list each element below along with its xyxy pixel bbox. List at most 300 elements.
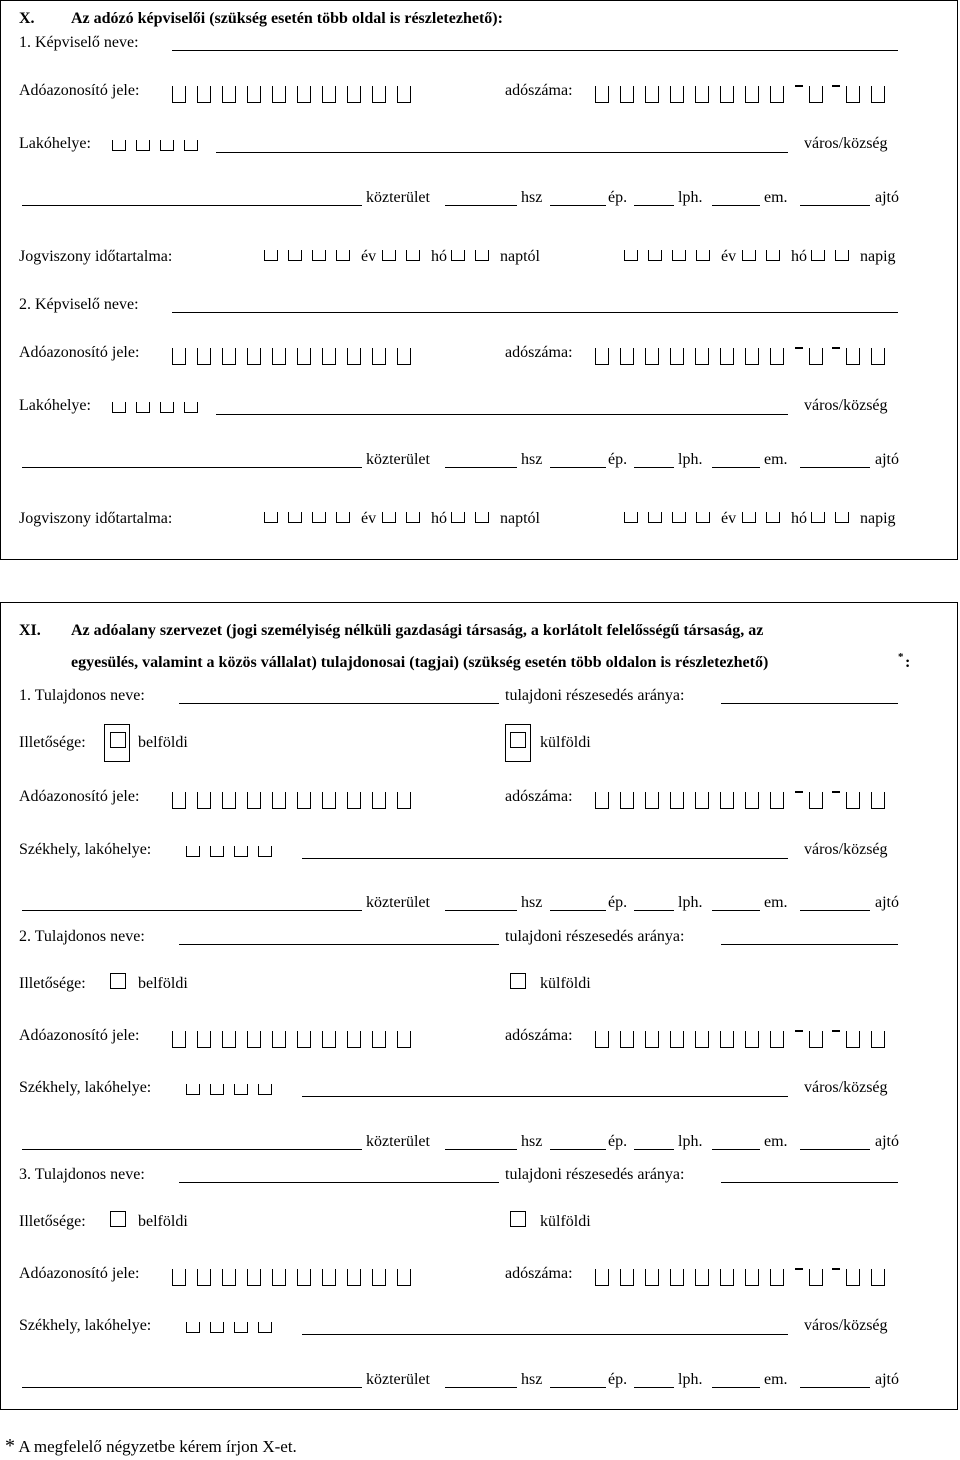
owner-3-tax-id-cell[interactable] [397,1269,411,1286]
owner-3-lph-line[interactable] [712,1387,760,1388]
owner-1-tax-number-cell[interactable] [595,792,609,809]
rep-1-tax-id-cell[interactable] [297,86,311,103]
rep-2-to-month-cell[interactable] [742,512,756,523]
rep-2-from-day-cell[interactable] [475,512,489,523]
rep-1-to-label: napig [860,248,896,265]
rep-2-tax-id-cell[interactable] [222,348,236,365]
owner-3-tax-number-cell[interactable] [645,1269,659,1286]
owner-2-share-line[interactable] [721,944,898,945]
owner-3-city-line[interactable] [302,1334,788,1335]
owner-3-tax-number-cell[interactable] [846,1269,860,1286]
owner-2-foreign-checkbox[interactable] [510,973,526,989]
rep-2-tax-number-cell[interactable] [620,348,634,365]
rep-2-tax-id-cell[interactable] [372,348,386,365]
owner-3-tax-id-cell[interactable] [197,1269,211,1286]
section-xi-title-line2: egyesülés, valamint a közös vállalat) tulajdonosai (tagjai) (szükség esetén több oldalon is részletezhető) [71,654,769,671]
rep-2-from-year-cell[interactable] [312,512,326,523]
owner-2-street-name-line[interactable] [22,1149,362,1150]
rep-1-to-year-label: év [721,248,737,265]
rep-2-tax-number-cell[interactable] [720,348,734,365]
rep-1-to-month-cell[interactable] [742,250,756,261]
rep-1-tax-number-cell[interactable] [645,86,659,103]
rep-2-tax-number-cell[interactable] [846,348,860,365]
owner-2-tax-id-cell[interactable] [297,1031,311,1048]
rep-1-tax-id-cell[interactable] [172,86,186,103]
rep-1-em-line[interactable] [800,205,870,206]
rep-1-lph-label: lph. [678,189,703,206]
owner-3-hsz-label: hsz [521,1371,543,1388]
rep-1-tax-id-cell[interactable] [397,86,411,103]
owner-2-tax-id-cell[interactable] [397,1031,411,1048]
rep-1-street-label: közterület [366,189,430,206]
owner-2-tax-number-cell[interactable] [871,1031,885,1048]
owner-3-street-number-line[interactable] [445,1387,517,1388]
owner-3-tax-number-cell[interactable] [720,1269,734,1286]
rep-1-tax-number-label: adószáma: [505,82,573,99]
rep-2-name-line[interactable] [172,312,898,313]
owner-1-tax-id-cell[interactable] [347,792,361,809]
rep-1-tax-number-cell[interactable] [846,86,860,103]
rep-2-tax-id-cell[interactable] [322,348,336,365]
rep-2-from-year-cell[interactable] [288,512,302,523]
owner-2-domestic-checkbox[interactable] [110,973,126,989]
rep-2-tax-id-cell[interactable] [197,348,211,365]
owner-2-em-line[interactable] [800,1149,870,1150]
owner-3-foreign-label: külföldi [540,1213,591,1230]
owner-2-hsz-line[interactable] [550,1149,606,1150]
owner-1-name-line[interactable] [179,703,499,704]
owner-3-tax-number-dash [832,1268,840,1270]
rep-2-postcode-cell[interactable] [160,402,174,413]
rep-2-from-month-cell[interactable] [382,512,396,523]
rep-1-from-month-cell[interactable] [406,250,420,261]
footnote-star: * [5,1435,15,1457]
owner-2-tax-id-cell[interactable] [347,1031,361,1048]
rep-1-to-year-cell[interactable] [648,250,662,261]
owner-2-ajto-label: ajtó [875,1133,899,1150]
rep-2-hsz-line[interactable] [550,467,606,468]
rep-2-to-year-cell[interactable] [696,512,710,523]
owner-2-city-label: város/község [804,1079,888,1096]
rep-2-from-label: naptól [500,510,540,527]
owner-1-foreign-label: külföldi [540,734,591,751]
rep-2-tax-id-cell[interactable] [297,348,311,365]
rep-1-tax-number-dash [795,85,803,87]
owner-1-domestic-label: belföldi [138,734,188,751]
rep-2-tax-number-cell[interactable] [595,348,609,365]
rep-1-hsz-label: hsz [521,189,543,206]
rep-2-tax-number-cell[interactable] [770,348,784,365]
rep-1-postcode-cell[interactable] [184,140,198,151]
owner-1-lph-label: lph. [678,894,703,911]
rep-1-from-year-label: év [361,248,377,265]
rep-2-street-name-line[interactable] [22,467,362,468]
section-xi-title-line1: Az adóalany szervezet (jogi személyiség nélküli gazdasági társaság, a korlátolt felelősségű társaság, az [71,622,764,639]
rep-1-tax-number-cell[interactable] [695,86,709,103]
owner-3-postcode-cell[interactable] [258,1322,272,1333]
rep-1-postcode-cell[interactable] [112,140,126,151]
owner-3-ep-label: ép. [608,1371,628,1388]
owner-2-tax-id-cell[interactable] [172,1031,186,1048]
owner-3-tax-id-cell[interactable] [172,1269,186,1286]
rep-1-to-day-cell[interactable] [811,250,825,261]
footnote-text: A megfelelő négyzetbe kérem írjon X-et. [18,1437,297,1456]
rep-2-tax-number-dash [832,347,840,349]
rep-1-tax-number-dash [832,85,840,87]
rep-2-tax-number-dash [795,347,803,349]
rep-1-tax-id-cell[interactable] [272,86,286,103]
rep-1-city-line[interactable] [216,152,788,153]
owner-1-city-line[interactable] [302,858,788,859]
owner-1-postcode-cell[interactable] [258,846,272,857]
rep-1-street-number-line[interactable] [445,205,517,206]
owner-2-domestic-label: belföldi [138,975,188,992]
rep-2-tax-id-cell[interactable] [397,348,411,365]
owner-1-domestic-checkbox[interactable] [110,732,126,748]
owner-3-tax-id-cell[interactable] [272,1269,286,1286]
owner-3-tax-number-cell[interactable] [770,1269,784,1286]
owner-2-tax-number-cell[interactable] [770,1031,784,1048]
rep-2-to-year-cell[interactable] [672,512,686,523]
owner-3-tax-id-label: Adóazonosító jele: [19,1265,140,1282]
owner-2-tax-id-cell[interactable] [272,1031,286,1048]
owner-3-lph-label: lph. [678,1371,703,1388]
owner-1-city-label: város/község [804,841,888,858]
owner-2-city-line[interactable] [302,1096,788,1097]
section-xi-frame [0,602,958,1410]
section-xi-title-colon: : [905,654,911,671]
owner-2-em-label: em. [764,1133,788,1150]
rep-1-postcode-cell[interactable] [160,140,174,151]
rep-1-tax-number-cell[interactable] [871,86,885,103]
rep-2-to-month-cell[interactable] [766,512,780,523]
rep-1-duration-label: Jogviszony időtartalma: [19,248,173,265]
rep-2-city-label: város/község [804,397,888,414]
rep-2-ep-line[interactable] [634,467,674,468]
owner-3-tax-id-cell[interactable] [347,1269,361,1286]
rep-1-to-month-label: hó [791,248,807,265]
owner-1-ajto-label: ajtó [875,894,899,911]
owner-3-tax-number-cell[interactable] [695,1269,709,1286]
section-x-frame [0,0,958,560]
rep-2-em-label: em. [764,451,788,468]
rep-1-from-year-cell[interactable] [312,250,326,261]
owner-3-postcode-cell[interactable] [186,1322,200,1333]
owner-2-name-label: 2. Tulajdonos neve: [19,928,145,945]
section-xi-number: XI. [19,622,41,639]
owner-2-postcode-cell[interactable] [234,1084,248,1095]
rep-1-tax-number-cell[interactable] [595,86,609,103]
owner-1-ep-line[interactable] [634,910,674,911]
owner-1-tax-number-cell[interactable] [620,792,634,809]
owner-1-tax-id-cell[interactable] [322,792,336,809]
owner-3-tax-number-cell[interactable] [620,1269,634,1286]
owner-3-tax-id-cell[interactable] [297,1269,311,1286]
owner-3-share-line[interactable] [721,1182,898,1183]
owner-3-tax-number-cell[interactable] [745,1269,759,1286]
owner-3-postcode-cell[interactable] [210,1322,224,1333]
owner-3-name-line[interactable] [179,1182,499,1183]
rep-1-tax-number-cell[interactable] [670,86,684,103]
owner-2-hsz-label: hsz [521,1133,543,1150]
owner-2-name-line[interactable] [179,944,499,945]
rep-2-tax-number-cell[interactable] [745,348,759,365]
rep-2-to-year-label: év [721,510,737,527]
section-x-number: X. [19,10,35,27]
rep-1-tax-id-cell[interactable] [222,86,236,103]
rep-2-tax-number-cell[interactable] [871,348,885,365]
owner-2-tax-id-cell[interactable] [322,1031,336,1048]
owner-1-tax-number-cell[interactable] [720,792,734,809]
owner-1-tax-number-cell[interactable] [809,792,823,809]
owner-3-residency-label: Illetősége: [19,1213,86,1230]
owner-2-lph-line[interactable] [712,1149,760,1150]
rep-1-residence-label: Lakóhelye: [19,135,91,152]
rep-2-to-label: napig [860,510,896,527]
owner-1-tax-number-cell[interactable] [871,792,885,809]
rep-1-tax-id-cell[interactable] [347,86,361,103]
owner-2-ep-label: ép. [608,1133,628,1150]
rep-1-city-label: város/község [804,135,888,152]
owner-1-tax-id-cell[interactable] [272,792,286,809]
owner-3-street-name-line[interactable] [22,1387,362,1388]
rep-2-to-month-label: hó [791,510,807,527]
owner-2-tax-number-cell[interactable] [809,1031,823,1048]
owner-1-postcode-cell[interactable] [234,846,248,857]
owner-1-tax-number-cell[interactable] [745,792,759,809]
owner-3-ajto-label: ajtó [875,1371,899,1388]
owner-2-tax-id-cell[interactable] [197,1031,211,1048]
owner-2-street-number-line[interactable] [445,1149,517,1150]
owner-1-tax-number-cell[interactable] [645,792,659,809]
owner-1-tax-id-cell[interactable] [297,792,311,809]
rep-1-to-year-cell[interactable] [624,250,638,261]
owner-1-street-number-line[interactable] [445,910,517,911]
rep-2-tax-id-label: Adóazonosító jele: [19,344,140,361]
rep-2-to-year-cell[interactable] [624,512,638,523]
owner-2-seat-label: Székhely, lakóhelye: [19,1079,152,1096]
owner-1-seat-label: Székhely, lakóhelye: [19,841,152,858]
owner-2-tax-number-cell[interactable] [846,1031,860,1048]
rep-1-tax-number-cell[interactable] [620,86,634,103]
rep-2-tax-number-cell[interactable] [670,348,684,365]
owner-1-em-label: em. [764,894,788,911]
rep-2-residence-label: Lakóhelye: [19,397,91,414]
owner-3-tax-id-cell[interactable] [372,1269,386,1286]
owner-1-tax-number-cell[interactable] [670,792,684,809]
owner-1-postcode-cell[interactable] [186,846,200,857]
owner-3-city-label: város/község [804,1317,888,1334]
owner-3-name-label: 3. Tulajdonos neve: [19,1166,145,1183]
owner-2-tax-number-cell[interactable] [720,1031,734,1048]
owner-3-em-label: em. [764,1371,788,1388]
rep-2-from-day-cell[interactable] [451,512,465,523]
owner-3-seat-label: Székhely, lakóhelye: [19,1317,152,1334]
rep-1-ep-label: ép. [608,189,628,206]
owner-3-street-label: közterület [366,1371,430,1388]
owner-2-tax-id-label: Adóazonosító jele: [19,1027,140,1044]
owner-3-postcode-cell[interactable] [234,1322,248,1333]
owner-2-postcode-cell[interactable] [258,1084,272,1095]
rep-2-name-label: 2. Képviselő neve: [19,296,139,313]
owner-3-em-line[interactable] [800,1387,870,1388]
owner-1-hsz-line[interactable] [550,910,606,911]
rep-2-postcode-cell[interactable] [184,402,198,413]
owner-1-hsz-label: hsz [521,894,543,911]
owner-2-postcode-cell[interactable] [186,1084,200,1095]
rep-2-to-year-cell[interactable] [648,512,662,523]
owner-1-em-line[interactable] [800,910,870,911]
rep-2-city-line[interactable] [216,414,788,415]
owner-1-tax-id-label: Adóazonosító jele: [19,788,140,805]
rep-2-duration-label: Jogviszony időtartalma: [19,510,173,527]
rep-2-postcode-cell[interactable] [136,402,150,413]
rep-2-street-label: közterület [366,451,430,468]
owner-3-tax-number-cell[interactable] [809,1269,823,1286]
rep-1-tax-id-cell[interactable] [322,86,336,103]
owner-3-tax-number-cell[interactable] [670,1269,684,1286]
rep-2-tax-number-label: adószáma: [505,344,573,361]
rep-2-lph-label: lph. [678,451,703,468]
rep-1-lph-line[interactable] [712,205,760,206]
rep-1-ep-line[interactable] [634,205,674,206]
owner-1-street-name-line[interactable] [22,910,362,911]
rep-2-to-day-cell[interactable] [835,512,849,523]
owner-2-tax-number-cell[interactable] [695,1031,709,1048]
owner-2-tax-id-cell[interactable] [247,1031,261,1048]
owner-1-ep-label: ép. [608,894,628,911]
rep-1-from-year-cell[interactable] [336,250,350,261]
rep-1-from-day-cell[interactable] [451,250,465,261]
owner-3-share-label: tulajdoni részesedés aránya: [505,1166,685,1183]
rep-1-postcode-cell[interactable] [136,140,150,151]
rep-1-tax-number-cell[interactable] [809,86,823,103]
rep-2-tax-number-cell[interactable] [695,348,709,365]
owner-2-tax-id-cell[interactable] [222,1031,236,1048]
owner-3-tax-id-cell[interactable] [322,1269,336,1286]
owner-2-tax-number-cell[interactable] [745,1031,759,1048]
rep-1-to-month-cell[interactable] [766,250,780,261]
owner-1-tax-number-cell[interactable] [846,792,860,809]
owner-1-name-label: 1. Tulajdonos neve: [19,687,145,704]
owner-1-residency-label: Illetősége: [19,734,86,751]
owner-1-tax-number-dash [795,791,803,793]
rep-1-to-day-cell[interactable] [835,250,849,261]
rep-1-hsz-line[interactable] [550,205,606,206]
owner-1-postcode-cell[interactable] [210,846,224,857]
rep-2-ep-label: ép. [608,451,628,468]
rep-1-tax-number-cell[interactable] [720,86,734,103]
owner-1-tax-id-cell[interactable] [172,792,186,809]
owner-1-tax-id-cell[interactable] [247,792,261,809]
owner-1-tax-number-cell[interactable] [770,792,784,809]
owner-3-tax-number-cell[interactable] [595,1269,609,1286]
rep-2-street-number-line[interactable] [445,467,517,468]
rep-2-tax-number-cell[interactable] [645,348,659,365]
owner-1-lph-line[interactable] [712,910,760,911]
owner-2-tax-number-cell[interactable] [595,1031,609,1048]
rep-2-tax-id-cell[interactable] [347,348,361,365]
owner-2-residency-label: Illetősége: [19,975,86,992]
owner-1-tax-id-cell[interactable] [372,792,386,809]
rep-1-from-label: naptól [500,248,540,265]
rep-2-to-day-cell[interactable] [811,512,825,523]
rep-1-from-year-cell[interactable] [288,250,302,261]
owner-1-tax-id-cell[interactable] [397,792,411,809]
owner-2-lph-label: lph. [678,1133,703,1150]
owner-3-tax-id-cell[interactable] [247,1269,261,1286]
rep-1-tax-number-cell[interactable] [745,86,759,103]
owner-2-tax-number-cell[interactable] [645,1031,659,1048]
rep-2-tax-id-cell[interactable] [172,348,186,365]
rep-2-from-year-cell[interactable] [336,512,350,523]
section-x-title: Az adózó képviselői (szükség esetén több oldal is részletezhető): [71,10,503,27]
rep-1-name-line[interactable] [172,50,898,51]
rep-1-em-label: em. [764,189,788,206]
rep-1-tax-number-cell[interactable] [770,86,784,103]
rep-2-ajto-label: ajtó [875,451,899,468]
owner-2-postcode-cell[interactable] [210,1084,224,1095]
footnote [5,1435,297,1458]
rep-2-em-line[interactable] [800,467,870,468]
rep-1-ajto-label: ajtó [875,189,899,206]
owner-3-ep-line[interactable] [634,1387,674,1388]
rep-1-from-day-cell[interactable] [475,250,489,261]
owner-3-tax-number-cell[interactable] [871,1269,885,1286]
rep-2-from-month-cell[interactable] [406,512,420,523]
owner-1-tax-number-cell[interactable] [695,792,709,809]
owner-3-tax-id-cell[interactable] [222,1269,236,1286]
owner-1-share-label: tulajdoni részesedés aránya: [505,687,685,704]
owner-3-hsz-line[interactable] [550,1387,606,1388]
rep-1-tax-id-cell[interactable] [372,86,386,103]
owner-1-share-line[interactable] [721,703,898,704]
owner-2-street-label: közterület [366,1133,430,1150]
owner-2-tax-number-dash [795,1030,803,1032]
rep-1-to-year-cell[interactable] [696,250,710,261]
rep-1-name-label: 1. Képviselő neve: [19,34,139,51]
owner-1-foreign-checkbox[interactable] [510,732,526,748]
owner-2-tax-id-cell[interactable] [372,1031,386,1048]
rep-1-street-name-line[interactable] [22,205,362,206]
owner-3-tax-number-dash [795,1268,803,1270]
owner-2-ep-line[interactable] [634,1149,674,1150]
rep-2-postcode-cell[interactable] [112,402,126,413]
rep-1-tax-id-cell[interactable] [197,86,211,103]
owner-2-tax-number-label: adószáma: [505,1027,573,1044]
rep-2-from-year-label: év [361,510,377,527]
section-xi-title-star: * [898,651,904,663]
rep-2-from-year-cell[interactable] [264,512,278,523]
owner-3-foreign-checkbox[interactable] [510,1211,526,1227]
rep-1-from-month-label: hó [431,248,447,265]
rep-1-from-month-cell[interactable] [382,250,396,261]
owner-1-tax-id-cell[interactable] [197,792,211,809]
owner-3-domestic-checkbox[interactable] [110,1211,126,1227]
owner-2-tax-number-cell[interactable] [670,1031,684,1048]
rep-1-tax-id-cell[interactable] [247,86,261,103]
rep-1-to-year-cell[interactable] [672,250,686,261]
rep-2-tax-id-cell[interactable] [272,348,286,365]
owner-2-tax-number-cell[interactable] [620,1031,634,1048]
rep-2-tax-id-cell[interactable] [247,348,261,365]
rep-2-tax-number-cell[interactable] [809,348,823,365]
rep-1-from-year-cell[interactable] [264,250,278,261]
owner-1-tax-id-cell[interactable] [222,792,236,809]
rep-2-hsz-label: hsz [521,451,543,468]
rep-2-lph-line[interactable] [712,467,760,468]
owner-1-tax-number-label: adószáma: [505,788,573,805]
